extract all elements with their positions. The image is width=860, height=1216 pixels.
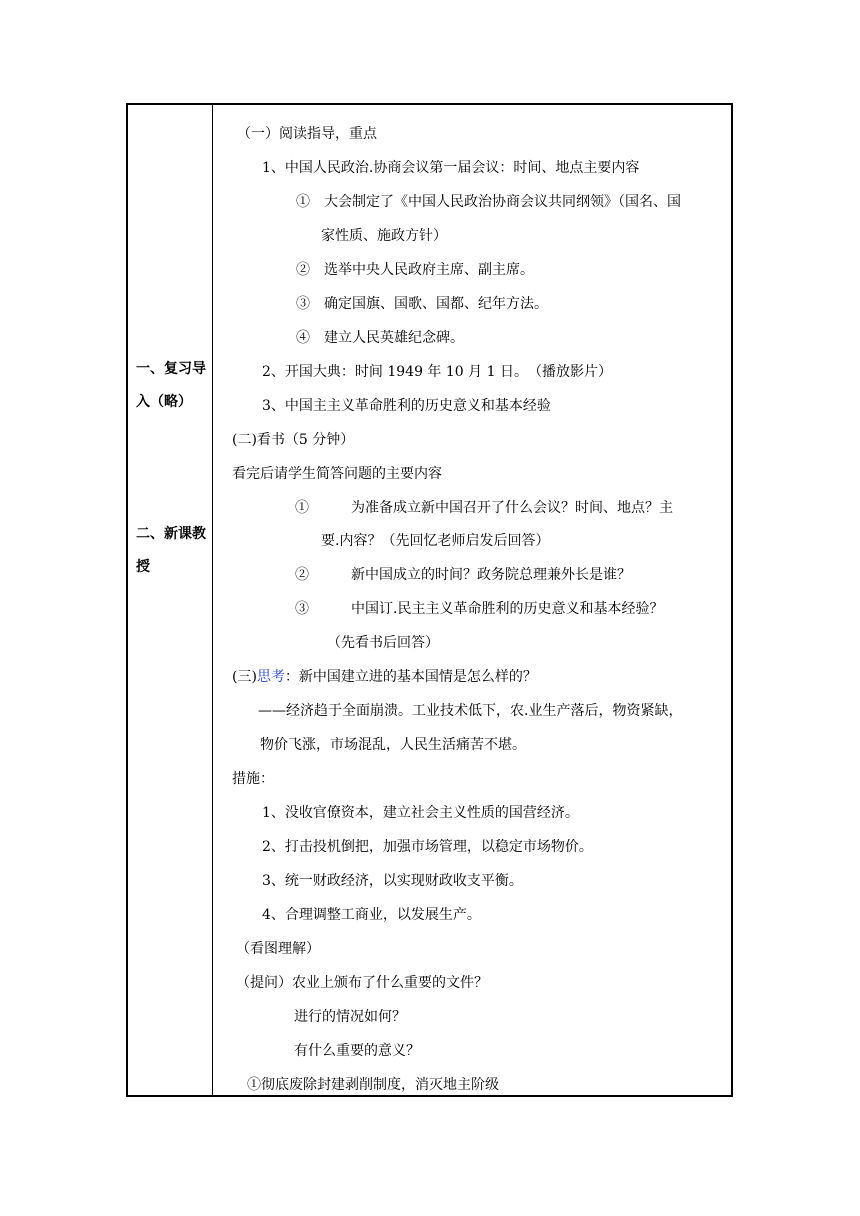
text-line: 要.内容？（先回忆老师启发后回答） xyxy=(321,533,550,549)
text-line: ①彻底废除封建剥削制度，消灭地主阶级 xyxy=(247,1077,499,1093)
think-prefix: (三) xyxy=(232,669,257,685)
text-line: 2、开国大典：时间 1949 年 10 月 1 日。 （播放影片） xyxy=(262,364,612,380)
heading-measures: 措施： xyxy=(232,771,274,787)
text-line: ① 为准备成立新中国召开了什么会议？时间、地点？主 xyxy=(295,500,673,516)
text-line: 家性质、施政方针） xyxy=(321,228,447,244)
think-keyword: 思考 xyxy=(256,669,285,685)
heading-read-book: (二)看书（5 分钟） xyxy=(232,432,355,448)
section-new-lesson xyxy=(136,518,210,584)
text-line: 3、中国主主义革命胜利的历史意义和基本经验 xyxy=(262,398,551,414)
text-line: 1、没收官僚资本，建立社会主义性质的国营经济。 xyxy=(262,805,579,821)
text-line: 4、合理调整工商业，以发展生产。 xyxy=(262,907,481,923)
text-line: 物价飞涨，市场混乱，人民生活痛苦不堪。 xyxy=(260,737,526,753)
think-rest: ：新中国建立进的基本国情是怎么样的？ xyxy=(284,669,537,685)
text-line: 看完后请学生简答问题的主要内容 xyxy=(232,466,442,482)
text-line: 1、中国人民政治.协商会议第一届会议：时间、地点主要内容 xyxy=(262,160,640,176)
text-line: （先看书后回答） xyxy=(327,635,439,651)
text-line: ④ 建立人民英雄纪念碑。 xyxy=(296,330,464,346)
section-review xyxy=(136,353,210,419)
text-line: ——经济趋于全面崩溃。工业技术低下，农.业生产落后，物资紧缺， xyxy=(258,703,683,719)
text-line: ② 新中国成立的时间？政务院总理兼外长是谁？ xyxy=(295,567,631,583)
text-line: （看图理解） xyxy=(236,941,320,957)
text-line: 有什么重要的意义？ xyxy=(294,1043,420,1059)
text-line: 进行的情况如何？ xyxy=(294,1009,406,1025)
section-new-lesson-line2: 授 xyxy=(136,559,150,575)
text-line: ③ 中国订.民主主义革命胜利的历史意义和基本经验？ xyxy=(295,601,664,617)
text-line: ② 选举中央人民政府主席、副主席。 xyxy=(296,262,534,278)
text-line: ① 大会制定了《中国人民政治协商会议共同纲领》（国名、国 xyxy=(296,194,681,210)
text-line: （提问）农业上颁布了什么重要的文件？ xyxy=(236,975,488,991)
column-divider xyxy=(212,105,213,1095)
section-review-line2: 入（略） xyxy=(136,394,192,410)
text-line: 3、统一财政经济，以实现财政收支平衡。 xyxy=(262,873,523,889)
section-review-line1: 一、复习导 xyxy=(136,361,206,377)
heading-reading-guide: （一）阅读指导，重点 xyxy=(237,126,377,142)
text-line: ③ 确定国旗、国歌、国都、纪年方法。 xyxy=(296,296,548,312)
section-new-lesson-line1: 二、新课教 xyxy=(136,526,206,542)
heading-think xyxy=(232,667,537,687)
text-line: 2、打击投机倒把，加强市场管理，以稳定市场物价。 xyxy=(262,839,593,855)
